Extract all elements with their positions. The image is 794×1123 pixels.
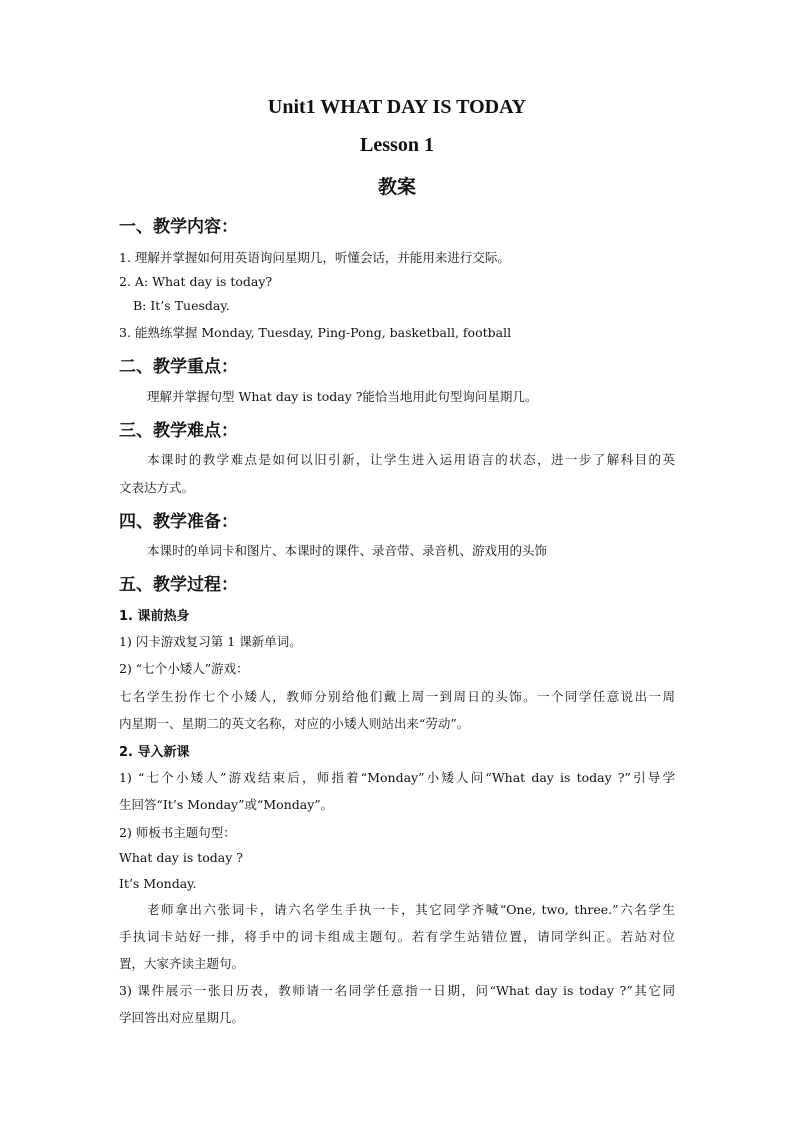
difficulties-line-1: 本课时的教学难点是如何以旧引新，让学生进入运用语言的状态，进一步了解科目的英 <box>147 452 675 467</box>
process-part1-line-3: 七名学生扮作七个小矮人，教师分别给他们戴上周一到周日的头饰。一个同学任意说出一周 <box>119 689 675 704</box>
content-line-3: B: It’s Tuesday. <box>133 298 230 313</box>
section-heading-content: 一、教学内容： <box>119 217 238 237</box>
section-heading-difficulties: 三、教学难点： <box>119 421 238 441</box>
document-subtitle: 教案 <box>377 176 416 198</box>
preparation-line-1: 本课时的单词卡和图片、本课时的课件、录音带、录音机、游戏用的头饰 <box>147 543 548 558</box>
process-part1-line-2: 2) “七个小矮人”游戏： <box>119 661 249 676</box>
process-part2-line-7: 手执词卡站好一排，将手中的词卡组成主题句。若有学生站错位置，请同学纠正。若站对位 <box>119 929 675 944</box>
process-part2-line-6: 老师拿出六张词卡，请六名学生手执一卡，其它同学齐喊“One, two, three.”六名学生 <box>147 902 675 917</box>
process-part1-line-4: 内星期一、星期二的英文名称，对应的小矮人则站出来“劳动”。 <box>119 716 470 731</box>
process-part2-heading: 2. 导入新课 <box>119 745 190 760</box>
process-part2-line-1: 1) “七个小矮人”游戏结束后，师指着“Monday”小矮人问“What day is today ?”引导学 <box>119 770 675 785</box>
process-part2-line-2: 生回答“It’s Monday”或“Monday”。 <box>119 797 334 812</box>
process-part2-line-9: 3) 课件展示一张日历表，教师请一名同学任意指一日期，问“What day is today ?”其它同 <box>119 983 675 998</box>
process-part2-line-4: What day is today ? <box>119 850 243 865</box>
content-line-2: 2. A: What day is today? <box>119 274 273 289</box>
difficulties-line-2: 文表达方式。 <box>119 480 195 495</box>
lesson-title: Lesson 1 <box>360 134 434 156</box>
process-part2-line-8: 置，大家齐读主题句。 <box>119 956 245 971</box>
section-heading-preparation: 四、教学准备： <box>119 512 238 532</box>
content-line-1: 1. 理解并掌握如何用英语询问星期几，听懂会话，并能用来进行交际。 <box>119 250 510 265</box>
process-part2-line-5: It’s Monday. <box>119 876 197 891</box>
process-part1-line-1: 1) 闪卡游戏复习第 1 课新单词。 <box>119 634 302 649</box>
key-points-line-1: 理解并掌握句型 What day is today ?能恰当地用此句型询问星期几。 <box>147 389 538 404</box>
process-part2-line-3: 2) 师板书主题句型： <box>119 825 236 840</box>
process-part2-line-10: 学回答出对应星期几。 <box>119 1010 245 1025</box>
content-line-4: 3. 能熟练掌握 Monday, Tuesday, Ping-Pong, basketball, football <box>119 325 512 340</box>
document-title: Unit1 WHAT DAY IS TODAY <box>267 96 527 118</box>
section-heading-key-points: 二、教学重点： <box>119 357 238 377</box>
section-heading-process: 五、教学过程： <box>119 575 238 595</box>
process-part1-heading: 1. 课前热身 <box>119 609 190 624</box>
